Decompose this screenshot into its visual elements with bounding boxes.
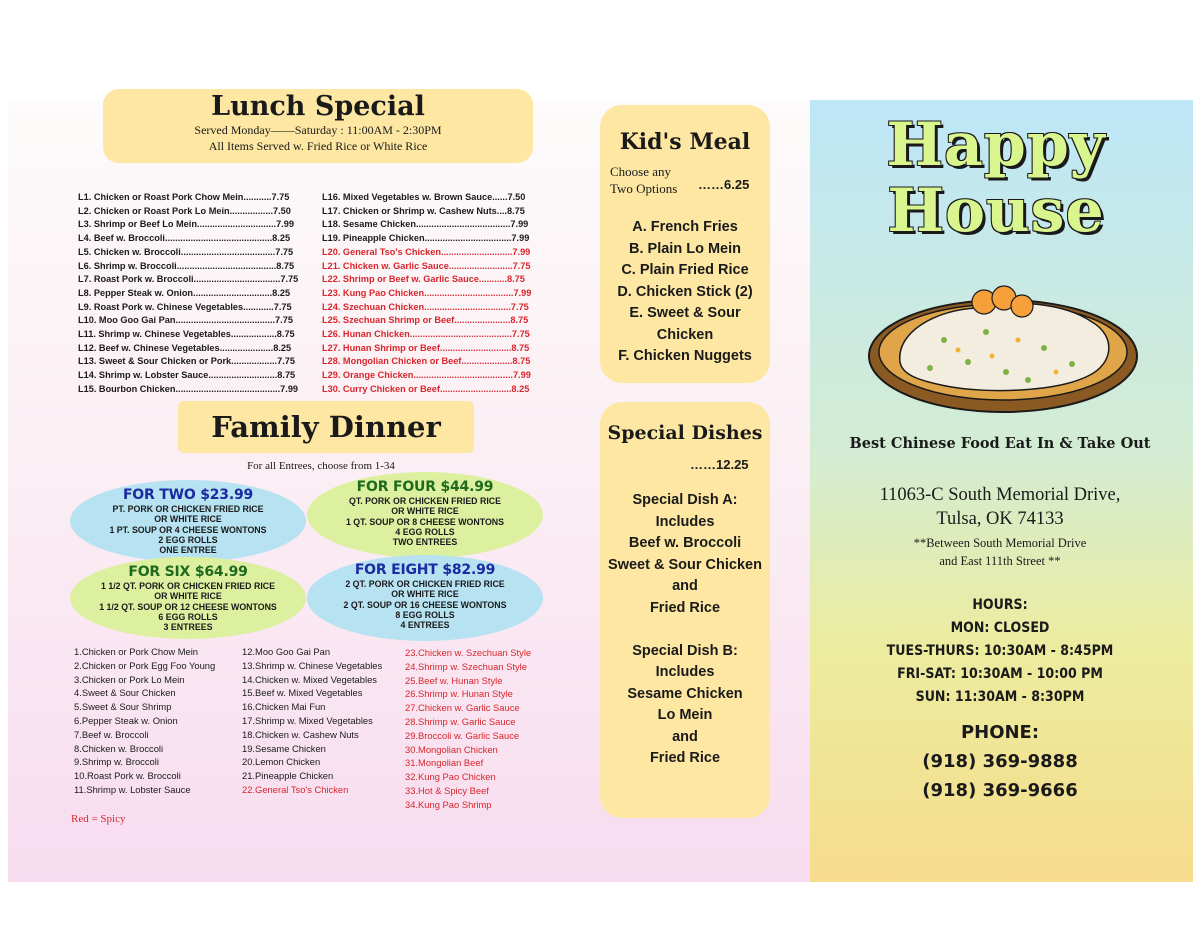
family-line: TWO ENTREES [392, 537, 458, 548]
directions-line: and East 111th Street ** [939, 554, 1061, 568]
lunch-item: L15. Bourbon Chicken.........................................7.99 [78, 383, 299, 394]
lunch-item: L4. Beef w. Broccoli..........................................8.25 [78, 233, 291, 244]
phone-title: PHONE: [960, 722, 1040, 743]
lunch-item-spicy: L21. Chicken w. Garlic Sauce.........................7.75 [322, 260, 531, 271]
family-line: 2 QT. PORK OR CHICKEN FRIED RICE [345, 579, 505, 589]
family-line: 4 ENTREES [400, 620, 450, 631]
special-b-line: Special Dish B: [632, 642, 738, 659]
family-dinner-title: Family Dinner [211, 410, 441, 444]
lunch-item-spicy: L20. General Tso's Chicken............................7.99 [322, 246, 531, 257]
family-for-four [307, 472, 543, 558]
logo-word-2: House [887, 176, 1105, 246]
special-b-line: Fried Rice [649, 750, 721, 766]
restaurant-address [820, 483, 1180, 531]
lunch-served-hours: Served Monday——Saturday : 11:00AM - 2:30PM [194, 123, 442, 137]
kids-option: Chicken [656, 326, 714, 343]
hours-line: MON: CLOSED [950, 620, 1050, 636]
family-line: 1 1/2 QT. PORK OR CHICKEN FRIED RICE [100, 581, 275, 591]
special-a-line: Fried Rice [649, 599, 721, 616]
family-dinner-header [178, 401, 474, 453]
family-for-eight [307, 555, 543, 641]
entree-item: 12.Moo Goo Gai Pan [242, 646, 331, 657]
family-for-two [70, 480, 306, 562]
entree-item-spicy: 25.Beef w. Hunan Style [405, 674, 503, 686]
family-line: 2 EGG ROLLS [158, 534, 218, 545]
lunch-item: L5. Chicken w. Broccoli.....................................7.75 [78, 246, 294, 257]
address-line: 11063-C South Memorial Drive, [879, 485, 1121, 505]
entree-item-spicy: 31.Mongolian Beef [405, 757, 484, 769]
lunch-item: L3. Shrimp or Beef Lo Mein...............................7.99 [78, 219, 294, 230]
spacer [600, 619, 770, 641]
family-line: 2 QT. SOUP OR 16 CHEESE WONTONS [343, 599, 507, 610]
lunch-item: L2. Chicken or Roast Pork Lo Mein.................7.50 [78, 205, 291, 216]
special-a-line: Beef w. Broccoli [628, 535, 742, 551]
lunch-item-spicy: L23. Kung Pao Chicken...................................7.99 [322, 287, 532, 298]
hours-line: TUES-THURS: 10:30AM - 8:45PM [886, 643, 1114, 659]
special-a-line: and [672, 578, 698, 594]
kids-option: A. French Fries [632, 219, 738, 235]
family-line: 6 EGG ROLLS [158, 611, 218, 622]
lunch-item-spicy: L24. Szechuan Chicken..................................7.75 [322, 301, 529, 312]
entree-item-spicy: 32.Kung Pao Chicken [405, 771, 496, 783]
entree-item-spicy: 28.Shrimp w. Garlic Sauce [405, 715, 516, 727]
kids-option: F. Chicken Nuggets [618, 348, 752, 364]
special-dishes-body [600, 490, 770, 770]
logo-word-1: Happy [886, 110, 1106, 180]
family-line: ONE ENTREE [159, 545, 217, 556]
special-b-line: Lo Mein [657, 707, 713, 723]
entree-item-spicy: 29.Broccoli w. Garlic Sauce [405, 729, 520, 741]
entree-item-spicy: 26.Shrimp w. Hunan Style [405, 688, 513, 700]
lunch-list-right [322, 191, 531, 397]
entree-item-spicy: 34.Kung Pao Shrimp [405, 798, 492, 810]
entree-item: 16.Chicken Mai Fun [242, 701, 326, 713]
lunch-item: L8. Pepper Steak w. Onion...............................8.25 [78, 287, 291, 298]
entree-item-spicy: 22.General Tso's Chicken [242, 783, 349, 795]
lunch-item: L19. Pineapple Chicken..................................7.99 [322, 233, 530, 244]
special-b-line: Includes [655, 664, 715, 680]
special-a-line: Includes [655, 513, 715, 530]
entree-item: 3.Chicken or Pork Lo Mein [74, 673, 185, 685]
special-b-line: and [672, 728, 698, 745]
lunch-item-spicy: L26. Hunan Chicken........................................7.75 [322, 329, 530, 340]
family-line: OR WHITE RICE [391, 506, 459, 517]
special-dishes-price: ……12.25 [690, 457, 749, 472]
special-dishes-title: Special Dishes [607, 422, 763, 444]
kids-meal-box [600, 105, 770, 383]
entree-item: 15.Beef w. Mixed Vegetables [242, 687, 363, 699]
entree-item: 13.Shrimp w. Chinese Vegetables [242, 659, 383, 671]
family-for-four-price: FOR FOUR $44.99 [356, 479, 494, 495]
directions-line: **Between South Memorial Drive [913, 536, 1087, 550]
family-dinner-note: For all Entrees, choose from 1-34 [247, 460, 395, 472]
entree-item: 10.Roast Pork w. Broccoli [74, 770, 181, 782]
hours-line: SUN: 11:30AM - 8:30PM [915, 689, 1085, 705]
entree-item: 18.Chicken w. Cashew Nuts [242, 728, 359, 740]
lunch-item: L1. Chicken or Roast Pork Chow Mein...........7.75 [78, 192, 290, 202]
family-line: 1 1/2 QT. SOUP OR 12 CHEESE WONTONS [99, 601, 277, 612]
entree-item: 6.Pepper Steak w. Onion [74, 714, 178, 726]
kids-meal-title: Kid's Meal [619, 129, 751, 155]
entree-item: 20.Lemon Chicken [242, 756, 321, 768]
special-dishes-box [600, 402, 770, 818]
family-line: OR WHITE RICE [391, 589, 459, 600]
entree-item: 4.Sweet & Sour Chicken [74, 687, 176, 699]
entree-item-spicy: 33.Hot & Spicy Beef [405, 784, 489, 796]
entree-item: 1.Chicken or Pork Chow Mein [74, 646, 199, 657]
entree-item: 17.Shrimp w. Mixed Vegetables [242, 714, 373, 726]
entree-item: 11.Shrimp w. Lobster Sauce [74, 783, 191, 795]
family-for-six [70, 557, 306, 639]
address-directions [820, 534, 1180, 570]
entree-item-spicy: 27.Chicken w. Garlic Sauce [405, 702, 520, 714]
lunch-item: L16. Mixed Vegetables w. Brown Sauce......7.50 [322, 192, 526, 202]
lunch-item: L13. Sweet & Sour Chicken or Pork..................7.75 [78, 356, 295, 367]
phone-number: (918) 369-9666 [922, 780, 1078, 801]
lunch-served-with: All Items Served w. Fried Rice or White Rice [208, 139, 428, 153]
kids-meal-options [600, 217, 770, 368]
restaurant-tagline: Best Chinese Food Eat In & Take Out [849, 435, 1151, 452]
hours-line: FRI-SAT: 10:30AM - 10:00 PM [897, 666, 1103, 682]
lunch-item: L17. Chicken or Shrimp w. Cashew Nuts....8.75 [322, 205, 525, 216]
family-line: 1 QT. SOUP OR 8 CHEESE WONTONS [345, 516, 505, 527]
lunch-item-spicy: L28. Mongolian Chicken or Beef....................8.75 [322, 356, 531, 367]
family-line: QT. PORK OR CHICKEN FRIED RICE [349, 496, 501, 506]
family-for-two-price: FOR TWO $23.99 [122, 487, 254, 503]
family-line: 8 EGG ROLLS [395, 609, 455, 620]
entree-item: 5.Sweet & Sour Shrimp [74, 701, 172, 713]
entree-item-spicy: 23.Chicken w. Szechuan Style [405, 647, 532, 658]
family-for-six-price: FOR SIX $64.99 [128, 564, 248, 580]
lunch-item: L12. Beef w. Chinese Vegetables.....................8.25 [78, 342, 292, 353]
lunch-item-spicy: L27. Hunan Shrimp or Beef............................8.75 [322, 342, 530, 353]
kids-choose-line: Choose any [610, 164, 672, 179]
entree-item: 8.Chicken w. Broccoli [74, 742, 164, 754]
entree-item: 2.Chicken or Pork Egg Foo Young [74, 659, 216, 671]
special-a-line: Sweet & Sour Chicken [608, 556, 762, 573]
special-a-line: Special Dish A: [632, 492, 738, 508]
kids-option: E. Sweet & Sour [629, 305, 741, 321]
family-for-eight-price: FOR EIGHT $82.99 [354, 562, 496, 578]
phone-number: (918) 369-9888 [922, 751, 1078, 772]
spicy-legend: Red = Spicy [71, 813, 126, 825]
family-line: OR WHITE RICE [154, 591, 222, 602]
hours-title: HOURS: [972, 597, 1028, 613]
family-line: 4 EGG ROLLS [395, 526, 455, 537]
restaurant-logo [866, 112, 1126, 244]
address-line: Tulsa, OK 74133 [936, 509, 1064, 529]
lunch-item-spicy: L22. Shrimp or Beef w. Garlic Sauce...........8.75 [322, 274, 525, 285]
family-line: PT. PORK OR CHICKEN FRIED RICE [112, 504, 264, 514]
lunch-item-spicy: L25. Szechuan Shrimp or Beef......................8.75 [322, 315, 529, 326]
lunch-item: L6. Shrimp w. Broccoli.......................................8.75 [78, 260, 295, 271]
kids-option: D. Chicken Stick (2) [617, 283, 753, 300]
kids-option: C. Plain Fried Rice [621, 262, 749, 278]
lunch-item: L7. Roast Pork w. Broccoli..................................7.75 [78, 274, 299, 285]
special-b-line: Sesame Chicken [627, 685, 743, 702]
entree-item-spicy: 30.Mongolian Chicken [405, 743, 498, 755]
entree-item: 7.Beef w. Broccoli [74, 728, 149, 740]
entree-item: 9.Shrimp w. Broccoli [74, 756, 159, 768]
lunch-item-spicy: L30. Curry Chicken or Beef............................8.25 [322, 383, 530, 394]
lunch-item: L18. Sesame Chicken.....................................7.99 [322, 219, 529, 230]
lunch-item-spicy: L29. Orange Chicken.......................................7.99 [322, 370, 531, 381]
entree-item: 21.Pineapple Chicken [242, 770, 334, 782]
business-hours [820, 594, 1180, 709]
kids-meal-choose [610, 163, 677, 197]
phone-section [820, 718, 1180, 805]
lunch-list-left [78, 191, 298, 397]
entree-item-spicy: 24.Shrimp w. Szechuan Style [405, 660, 527, 672]
family-line: 1 PT. SOUP OR 4 CHEESE WONTONS [109, 524, 267, 535]
lunch-special-header [103, 89, 533, 163]
kids-choose-line: Two Options [610, 181, 678, 196]
kids-meal-price: ……6.25 [698, 177, 750, 192]
lunch-special-title: Lunch Special [211, 91, 425, 122]
entree-list-col1 [74, 645, 215, 797]
entree-item: 19.Sesame Chicken [242, 742, 326, 754]
fried-rice-plate-illustration [866, 276, 1140, 418]
family-line: 3 ENTREES [163, 622, 213, 633]
lunch-item: L10. Moo Goo Gai Pan.......................................7.75 [78, 315, 293, 326]
lunch-item: L11. Shrimp w. Chinese Vegetables..................8.75 [78, 329, 295, 340]
lunch-item: L9. Roast Pork w. Chinese Vegetables............7.75 [78, 301, 292, 312]
family-line: OR WHITE RICE [154, 514, 222, 525]
kids-option: B. Plain Lo Mein [629, 240, 741, 257]
entree-item: 14.Chicken w. Mixed Vegetables [242, 673, 377, 685]
lunch-item: L14. Shrimp w. Lobster Sauce...........................8.75 [78, 370, 296, 381]
entree-list-col2 [242, 645, 382, 797]
entree-list-col3 [405, 646, 531, 812]
